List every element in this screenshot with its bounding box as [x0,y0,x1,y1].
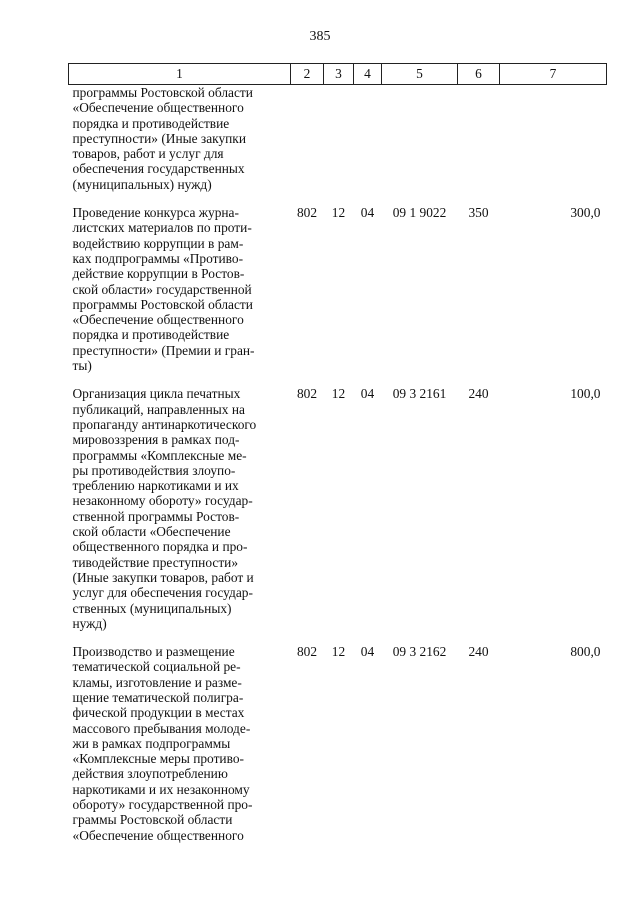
description-line: листских материалов по проти- [72,220,252,236]
description-line: «Обеспечение общественного [72,827,244,843]
description-line: порядка и противодействие [72,115,230,131]
cell-type: 350 [468,205,489,221]
row-description [69,192,291,373]
cell-ministry [291,85,324,193]
description-line: Проведение конкурса журна- [72,205,239,221]
cell-subsection: 04 [360,205,375,221]
description-line: программы «Комплексные ме- [72,447,247,463]
description-line: тиводействие преступности» [72,554,239,570]
table-row [69,631,607,843]
header-col-7: 7 [500,64,607,85]
description-line: ственных (муниципальных) [72,600,232,616]
header-col-6: 6 [458,64,500,85]
cell-amount: 800,0 [570,644,601,660]
description-line: щение тематической полигра- [72,689,244,705]
table-header [69,64,607,85]
description-line: ской области «Обеспечение [72,524,231,540]
description-line: незаконному обороту» государ- [72,493,253,509]
description-line: граммы Ростовской области [72,812,233,828]
cell-subsection [354,85,382,193]
description-line: кламы, изготовление и разме- [72,674,242,690]
cell-amount [500,85,607,193]
description-line: «Обеспечение общественного [72,312,244,328]
description-line: ственной программы Ростов- [72,508,240,524]
description-line: ты) [72,358,92,374]
page-number: 385 [309,29,331,44]
description-line: публикаций, направленных на [72,401,245,417]
description-line: ках подпрограммы «Противо- [72,250,244,266]
description-line: «Обеспечение общественного [72,100,244,116]
description-line: действие коррупции в Ростов- [72,266,245,282]
cell-amount: 100,0 [570,386,601,402]
header-row [69,64,607,85]
cell-target: 09 3 2162 [392,644,447,660]
cell-ministry: 802 [296,644,318,660]
row-description [69,85,291,193]
header-col-3: 3 [324,64,354,85]
description-line: Организация цикла печатных [72,386,241,402]
table-row [69,85,607,193]
description-line: преступности» (Премии и гран- [72,342,255,358]
cell-section: 12 [331,205,346,221]
description-line: «Комплексные меры противо- [72,751,244,767]
cell-ministry: 802 [296,386,318,402]
cell-type: 240 [468,644,489,660]
cell-target: 09 1 9022 [392,205,447,221]
header-col-5: 5 [382,64,458,85]
cell-section: 12 [331,644,346,660]
description-line: обороту» государственной про- [72,797,253,813]
description-line: действия злоупотреблению [72,766,228,782]
description-line: пропаганду антинаркотического [72,416,257,432]
cell-amount: 300,0 [570,205,601,221]
description-line: (муниципальных) нужд) [72,176,212,192]
description-line: программы Ростовской области [72,296,253,312]
cell-target [382,85,458,193]
cell-subsection: 04 [360,386,375,402]
row-description [69,631,291,843]
table-row [69,192,607,373]
description-line: порядка и противодействие [72,327,230,343]
description-line: нужд) [72,615,107,631]
budget-table [68,63,607,843]
description-line: жи в рамках подпрограммы [72,735,231,751]
description-line: мировоззрения в рамках под- [72,432,240,448]
description-line: массового пребывания молоде- [72,720,251,736]
cell-type [458,85,500,193]
cell-type: 240 [468,386,489,402]
header-col-4: 4 [354,64,382,85]
description-line: тематической социальной ре- [72,659,241,675]
cell-subsection: 04 [360,644,375,660]
header-col-1: 1 [69,64,291,85]
description-line: водействию коррупции в рам- [72,235,244,251]
description-line: ской области» государственной [72,281,252,297]
row-description [69,373,291,631]
description-line: Производство и размещение [72,644,235,660]
description-line: (Иные закупки товаров, работ и [72,569,254,585]
description-line: обеспечения государственных [72,161,245,177]
description-line: услуг для обеспечения государ- [72,585,253,601]
cell-ministry: 802 [296,205,318,221]
cell-section [324,85,354,193]
description-line: ры противодействия злоупо- [72,462,236,478]
description-line: преступности» (Иные закупки [72,130,246,146]
description-line: товаров, работ и услуг для [72,146,224,162]
description-line: наркотиками и их незаконному [72,781,250,797]
description-line: общественного порядка и про- [72,539,248,555]
description-line: треблению наркотиками и их [72,478,239,494]
description-line: программы Ростовской области [72,85,253,100]
description-line: фической продукции в местах [72,705,245,721]
header-col-2: 2 [291,64,324,85]
table-body [69,85,607,843]
table-row [69,373,607,631]
cell-target: 09 3 2161 [392,386,447,402]
cell-section: 12 [331,386,346,402]
